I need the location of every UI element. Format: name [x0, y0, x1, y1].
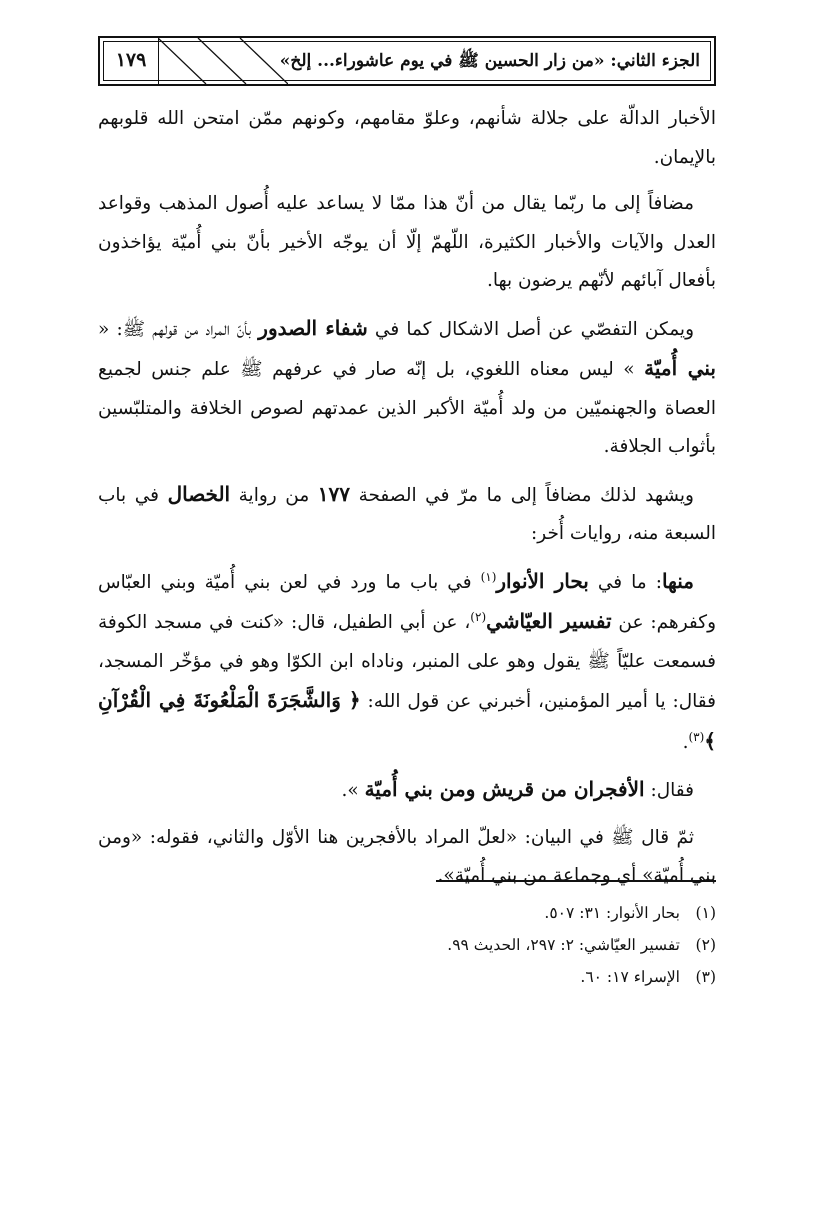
footnote-ref-1[interactable]: (١): [480, 569, 497, 584]
footnote-2: [300, 929, 716, 961]
text-run: فقال:: [644, 780, 694, 801]
book-title-ayyashi: تفسير العيّاشي: [486, 609, 612, 633]
paragraph-1: الأخبار الدالّة على جلالة شأنهم، وعلوّ مقامهم، وكونهم ممّن امتحن الله قلوبهم بالإيمان.: [98, 108, 716, 168]
paragraph-4: [98, 475, 716, 554]
text-run: بأنّ المراد من قولهم ﷺ: «: [98, 318, 259, 340]
text-run: ».: [341, 780, 365, 801]
header-title: الجزء الثاني: «من زار الحسين ﷺ في يوم عاشوراء... إلخ»: [279, 51, 700, 71]
footnote-text: بحار الأنوار: ٣١: ٥٠٧.: [544, 904, 680, 922]
text-run: » ليس معناه اللغوي، بل إنّه صار في عرفهم ﷺ علم جنس لجميع العصاة والجهنميّين من ولد أُميّة الأكبر الذين عمدتهم لصوص الخلافة والمتلبّسين بأثواب الجلافة.: [98, 359, 716, 457]
text-run: : ما في: [588, 571, 662, 593]
footnote-text: الإسراء ١٧: ٦٠.: [580, 968, 680, 986]
bold-quote: الأفجران من قريش ومن بني أُميّة: [364, 777, 645, 801]
text-run: .: [682, 731, 689, 753]
book-title-khisal: الخصال: [167, 481, 231, 506]
footnote-number: (٢): [695, 936, 716, 954]
paragraph-5: [98, 562, 716, 763]
footnote-3: [300, 961, 716, 993]
footnote-number: (٣): [695, 968, 716, 986]
main-text: [98, 100, 716, 904]
page-reference: ١٧٧: [317, 481, 351, 506]
footnote-ref-3[interactable]: (٣): [688, 729, 705, 744]
bold-lead: منها: [661, 568, 694, 593]
book-title-shifa: شفاء الصدور: [258, 315, 368, 340]
paragraph-3: [98, 309, 716, 467]
paragraph-7: ثمّ قال ﷺ في البيان: «لعلّ المراد بالأفجرين هنا الأوّل والثاني، فقوله: «ومن بني أُميّة» أي وجماعة من بني أُميّة».: [98, 826, 716, 886]
footnote-separator: [436, 880, 716, 882]
text-run: ويشهد لذلك مضافاً إلى ما مرّ في الصفحة: [350, 484, 694, 506]
text-run: ، عن أبي الطفيل، قال: «كنت في مسجد الكوفة فسمعت عليّاً ﷺ يقول وهو على المنبر، وناداه ابن الكوّا وهو في مؤخّر المسجد، فقال: يا أمير المؤمنين، أخبرني عن قول الله:: [98, 612, 716, 712]
paragraph-6: [98, 770, 716, 811]
footnotes: [300, 897, 716, 993]
text-run: في باب السبعة منه، روايات أُخر:: [98, 484, 716, 544]
footnote-1: [300, 897, 716, 929]
footnote-text: تفسير العيّاشي: ٢: ٢٩٧، الحديث ٩٩.: [447, 936, 680, 954]
text-run: من رواية: [230, 484, 318, 506]
quran-verse: ﴿ وَالشَّجَرَةَ الْمَلْعُونَةَ فِي الْقُرْآنِ ﴾: [98, 688, 716, 753]
text-run: في باب ما ورد في لعن بني أُميّة وبني العبّاس وكفرهم: عن: [98, 571, 716, 633]
paragraph-2: مضافاً إلى ما ربّما يقال من أنّ هذا ممّا لا يساعد عليه أُصول المذهب وقواعد العدل والآيات والأخبار الكثيرة، اللّهمّ إلّا أن يوجّه الأخير بأنّ بني أُميّة يؤاخذون بأفعال آبائهم لأنّهم يرضون بها.: [98, 193, 716, 291]
book-title-bihar: بحار الأنوار: [496, 568, 589, 593]
bold-term: بني أُميّة: [644, 356, 717, 380]
header-ornament-lines: [158, 38, 288, 84]
text-run: ويمكن التفصّي عن أصل الاشكال كما في: [367, 318, 695, 340]
page-number: ١٧٩: [115, 49, 147, 71]
running-header: [98, 36, 716, 86]
footnote-number: (١): [695, 904, 716, 922]
footnote-ref-2[interactable]: (٢): [470, 609, 487, 624]
